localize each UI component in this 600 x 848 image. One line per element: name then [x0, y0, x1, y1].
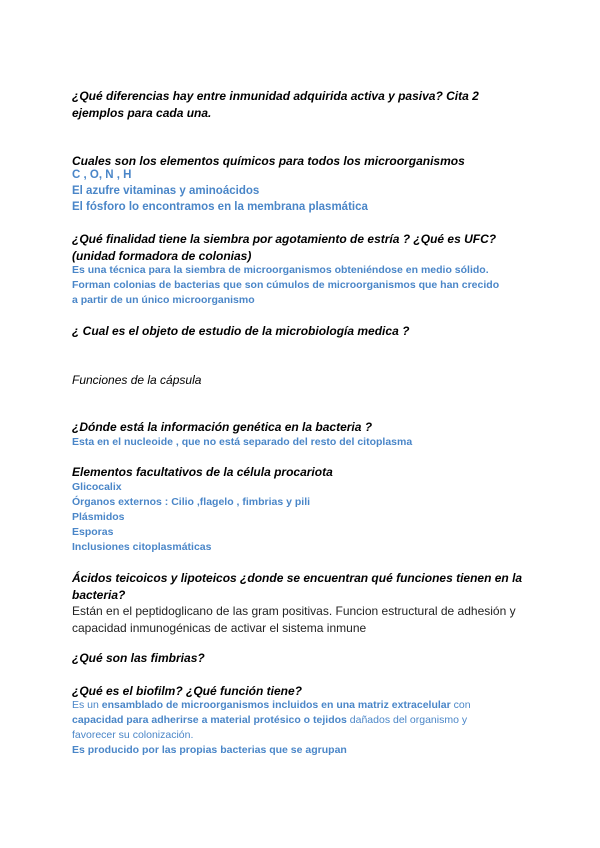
question-line: bacteria? [72, 588, 126, 602]
answer-line: Están en el peptidoglicano de las gram positivas. Funcion estructural de adhesión y [72, 604, 516, 618]
question-capsule-functions: Funciones de la cápsula [72, 373, 202, 387]
answer-genetic-info: Esta en el nucleoide , que no está separado del resto del citoplasma [72, 436, 413, 448]
answer-line: El azufre vitaminas y aminoácidos [72, 185, 260, 197]
question-chemical-elements: Cuales son los elementos químicos para todos los microorganismos [72, 154, 465, 168]
question-line: ejemplos para cada una. [72, 106, 212, 120]
question-line: Ácidos teicoicos y lipoteicos ¿donde se encuentran qué funciones tienen en la [72, 571, 523, 585]
answer-line: a partir de un único microorganismo [72, 294, 255, 306]
list-item: Glicocalix [72, 481, 122, 493]
answer-line: favorecer su colonización. [72, 729, 194, 741]
question-fimbriae: ¿Qué son las fimbrias? [72, 651, 205, 665]
answer-line [72, 713, 512, 728]
list-item: Inclusiones citoplasmáticas [72, 541, 212, 553]
answer-teichoic-acids [72, 603, 516, 637]
question-line: (unidad formadora de colonias) [72, 249, 252, 263]
answer-line: El fósforo lo encontramos en la membrana plasmática [72, 201, 368, 213]
answer-text-bold: capacidad para adherirse a material protésico o tejidos [72, 714, 347, 726]
answer-line [72, 743, 512, 758]
answer-text: Es un [72, 699, 102, 711]
answer-line [72, 698, 512, 713]
question-line: ¿Qué diferencias hay entre inmunidad adquirida activa y pasiva? Cita 2 [72, 89, 479, 103]
answer-line: C , O, N , H [72, 169, 132, 181]
question-facultative-elements: Elementos facultativos de la célula procariota [72, 465, 333, 479]
answer-streak-ufc [72, 263, 499, 308]
answer-text: con [450, 699, 471, 711]
answer-text: dañados del organismo y [346, 714, 468, 726]
answer-line: capacidad inmunogénicas de activar el sistema inmune [72, 621, 367, 635]
answer-text-bold: Es producido por las propias bacterias que se agrupan [72, 744, 347, 756]
answer-chemical-elements [72, 167, 368, 215]
list-item: Órganos externos : Cilio ,flagelo , fimbrias y pili [72, 496, 311, 508]
list-item: Esporas [72, 526, 114, 538]
answer-facultative-elements [72, 480, 310, 555]
list-item: Plásmidos [72, 511, 125, 523]
answer-text-bold: ensamblado de microorganismos incluidos en una matriz extracelular [101, 699, 451, 711]
question-genetic-info: ¿Dónde está la información genética en la bacteria ? [72, 420, 373, 434]
question-line: ¿Qué finalidad tiene la siembra por agotamiento de estría ? ¿Qué es UFC? [72, 232, 497, 246]
answer-line: Forman colonias de bacterias que son cúmulos de microorganismos que han crecido [72, 279, 500, 291]
question-teichoic-acids [72, 570, 522, 604]
question-immunity [72, 88, 479, 122]
question-medical-microbiology: ¿ Cual es el objeto de estudio de la microbiología medica ? [72, 324, 410, 338]
question-biofilm: ¿Qué es el biofilm? ¿Qué función tiene? [72, 684, 303, 698]
question-streak-ufc [72, 231, 496, 265]
answer-biofilm [72, 698, 512, 758]
answer-line: Es una técnica para la siembra de microorganismos obteniéndose en medio sólido. [72, 264, 489, 276]
